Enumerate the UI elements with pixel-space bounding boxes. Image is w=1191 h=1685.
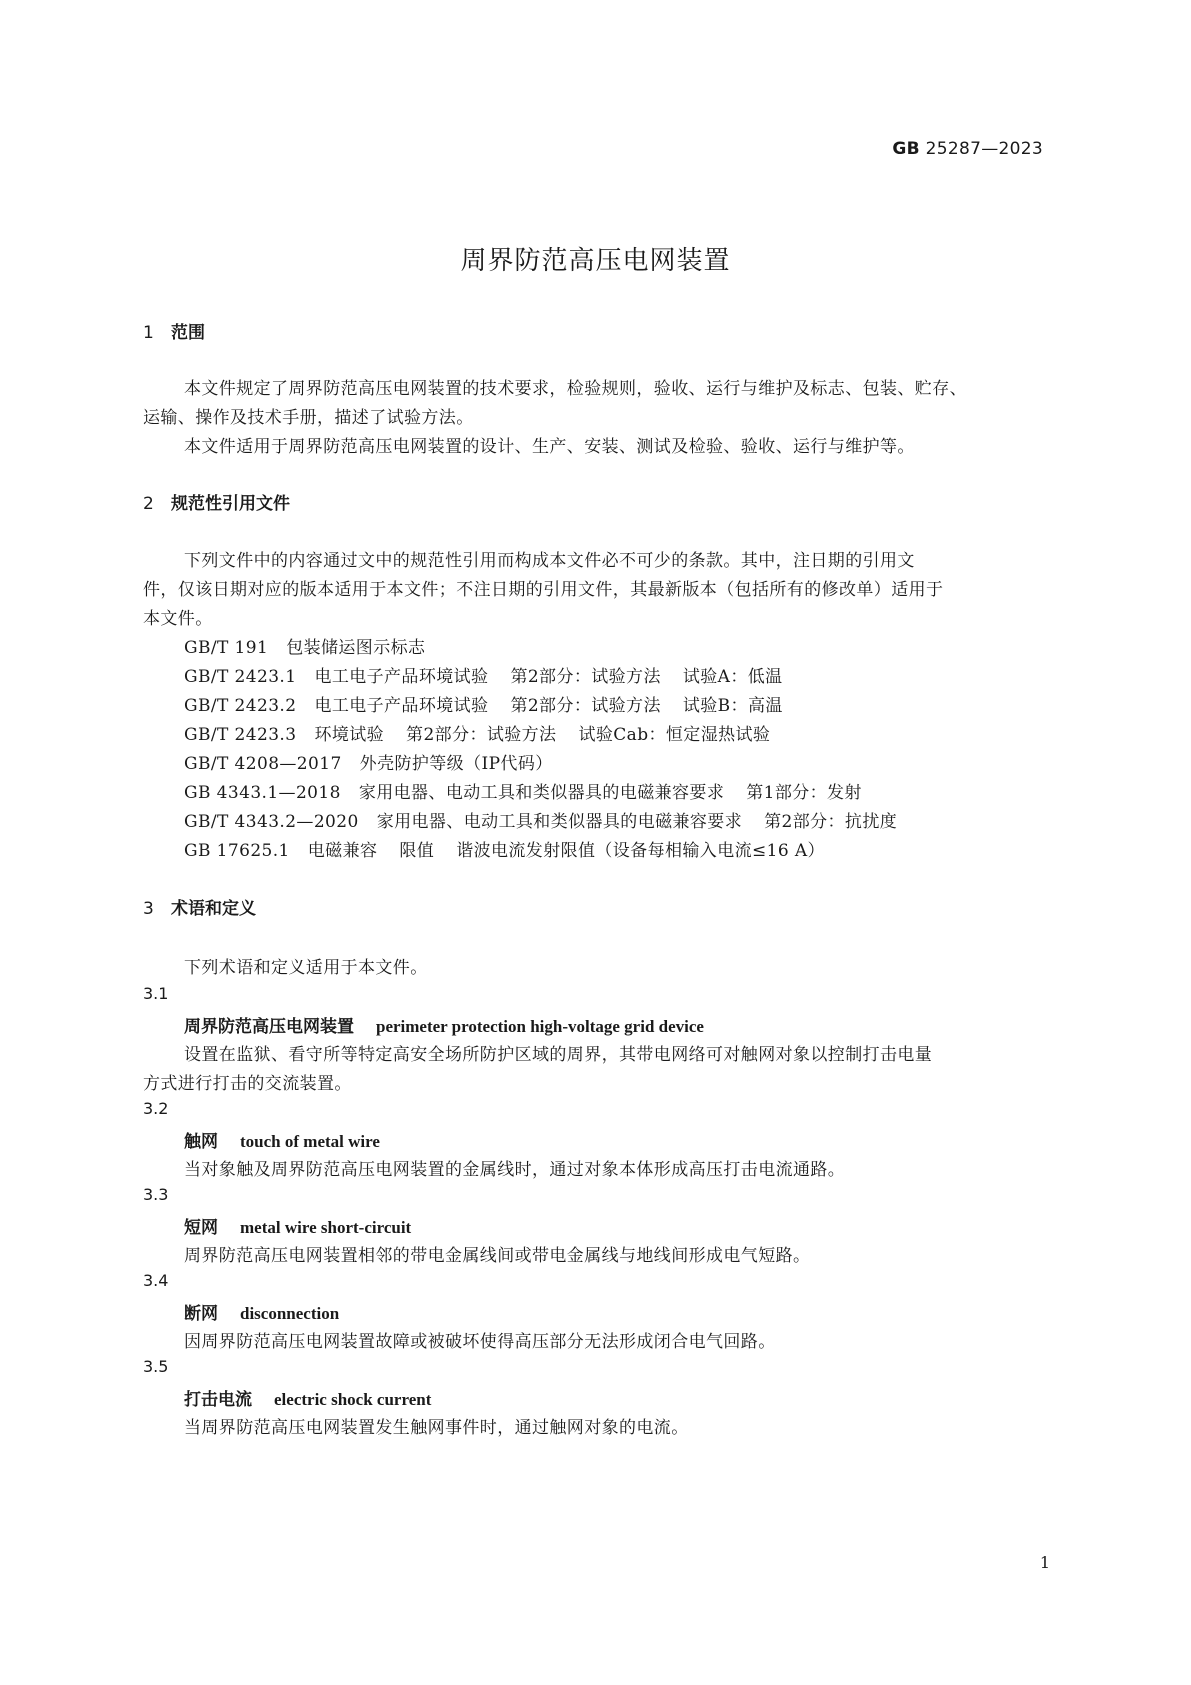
term-heading [184,1299,339,1324]
reference-item [184,662,805,687]
term-heading [184,1127,380,1152]
clause-number: 3.1 [143,984,169,1003]
standard-number [892,139,1043,159]
section-3-intro: 下列术语和定义适用于本文件。 [184,958,428,978]
term-chinese: 断网 [184,1304,218,1324]
clause-number: 3.2 [143,1099,169,1118]
term-chinese: 打击电流 [184,1390,252,1410]
section-1-paragraph-1-line-2: 运输、操作及技术手册，描述了试验方法。 [143,408,474,428]
reference-item [184,720,792,745]
term-english: perimeter protection high-voltage grid device [376,1017,704,1036]
reference-code: GB/T 2423.2 [184,696,297,716]
reference-title: 外壳防护等级（IP代码） [359,754,553,774]
reference-item [184,807,919,832]
reference-part: 限值 [399,841,435,861]
reference-code: GB 4343.1—2018 [184,783,341,803]
reference-code: GB/T 4343.2—2020 [184,812,359,832]
section-2-intro-line-1: 下列文件中的内容通过文中的规范性引用而构成本文件必不可少的条款。其中，注日期的引用文 [184,551,915,571]
term-definition-line-1: 设置在监狱、看守所等特定高安全场所防护区域的周界，其带电网络可对触网对象以控制打击电量 [184,1045,933,1065]
term-definition: 周界防范高压电网装置相邻的带电金属线间或带电金属线与地线间形成电气短路。 [184,1246,811,1266]
section-title: 术语和定义 [171,899,256,919]
standard-prefix: GB [892,139,920,159]
term-heading [184,1213,411,1238]
reference-code: GB 17625.1 [184,841,290,861]
clause-number: 3.4 [143,1271,169,1290]
reference-code: GB/T 2423.3 [184,725,297,745]
section-1-paragraph-2: 本文件适用于周界防范高压电网装置的设计、生产、安装、测试及检验、验收、运行与维护等。 [184,437,915,457]
reference-test: 试验Cab：恒定湿热试验 [578,725,771,745]
section-2-intro-line-3: 本文件。 [143,609,213,629]
reference-item [184,836,847,861]
term-heading [184,1385,431,1410]
term-english: metal wire short-circuit [240,1218,412,1237]
standard-code: 25287—2023 [925,139,1043,159]
reference-title: 包装储运图示标志 [286,638,426,658]
reference-test: 试验B：高温 [682,696,783,716]
section-1-heading [143,318,205,343]
section-3-heading [143,894,256,919]
reference-item [184,749,575,774]
reference-item [184,691,805,716]
term-chinese: 周界防范高压电网装置 [184,1017,354,1037]
reference-title: 电工电子产品环境试验 [314,667,489,687]
section-2-intro-line-2: 件，仅该日期对应的版本适用于本文件；不注日期的引用文件，其最新版本（包括所有的修改单）适用于 [143,580,944,600]
reference-part: 第2部分：试验方法 [510,696,661,716]
reference-code: GB/T 191 [184,638,269,658]
reference-code: GB/T 2423.1 [184,667,297,687]
reference-test: 谐波电流发射限值（设备每相输入电流≤16 A） [456,841,825,861]
section-2-heading [143,489,290,514]
reference-test: 试验A：低温 [682,667,783,687]
reference-item [184,778,884,803]
term-definition: 因周界防范高压电网装置故障或被破坏使得高压部分无法形成闭合电气回路。 [184,1332,776,1352]
reference-title: 环境试验 [314,725,385,745]
term-english: touch of metal wire [240,1132,380,1151]
clause-number: 3.3 [143,1185,169,1204]
reference-item [184,633,447,658]
reference-part: 第2部分：试验方法 [510,667,661,687]
term-english: electric shock current [274,1390,432,1409]
reference-title: 电磁兼容 [307,841,378,861]
term-chinese: 触网 [184,1132,218,1152]
term-chinese: 短网 [184,1218,218,1238]
clause-number: 3.5 [143,1357,169,1376]
term-heading [184,1012,704,1037]
section-title: 规范性引用文件 [171,494,290,514]
section-number: 3 [143,899,154,919]
reference-title: 电工电子产品环境试验 [314,696,489,716]
document-title: 周界防范高压电网装置 [460,246,731,276]
reference-code: GB/T 4208—2017 [184,754,342,774]
section-title: 范围 [171,323,205,343]
term-definition-line-2: 方式进行打击的交流装置。 [143,1074,352,1094]
section-1-paragraph-1-line-1: 本文件规定了周界防范高压电网装置的技术要求，检验规则，验收、运行与维护及标志、包装、贮存、 [184,379,967,399]
section-number: 2 [143,494,154,514]
reference-part: 第2部分：试验方法 [406,725,557,745]
reference-title: 家用电器、电动工具和类似器具的电磁兼容要求 [376,812,743,832]
reference-title: 家用电器、电动工具和类似器具的电磁兼容要求 [358,783,725,803]
section-number: 1 [143,323,154,343]
page-number: 1 [1039,1553,1050,1572]
term-definition: 当对象触及周界防范高压电网装置的金属线时，通过对象本体形成高压打击电流通路。 [184,1160,846,1180]
reference-part: 第2部分：抗扰度 [764,812,898,832]
term-definition: 当周界防范高压电网装置发生触网事件时，通过触网对象的电流。 [184,1418,689,1438]
term-english: disconnection [240,1304,340,1323]
reference-part: 第1部分：发射 [746,783,862,803]
